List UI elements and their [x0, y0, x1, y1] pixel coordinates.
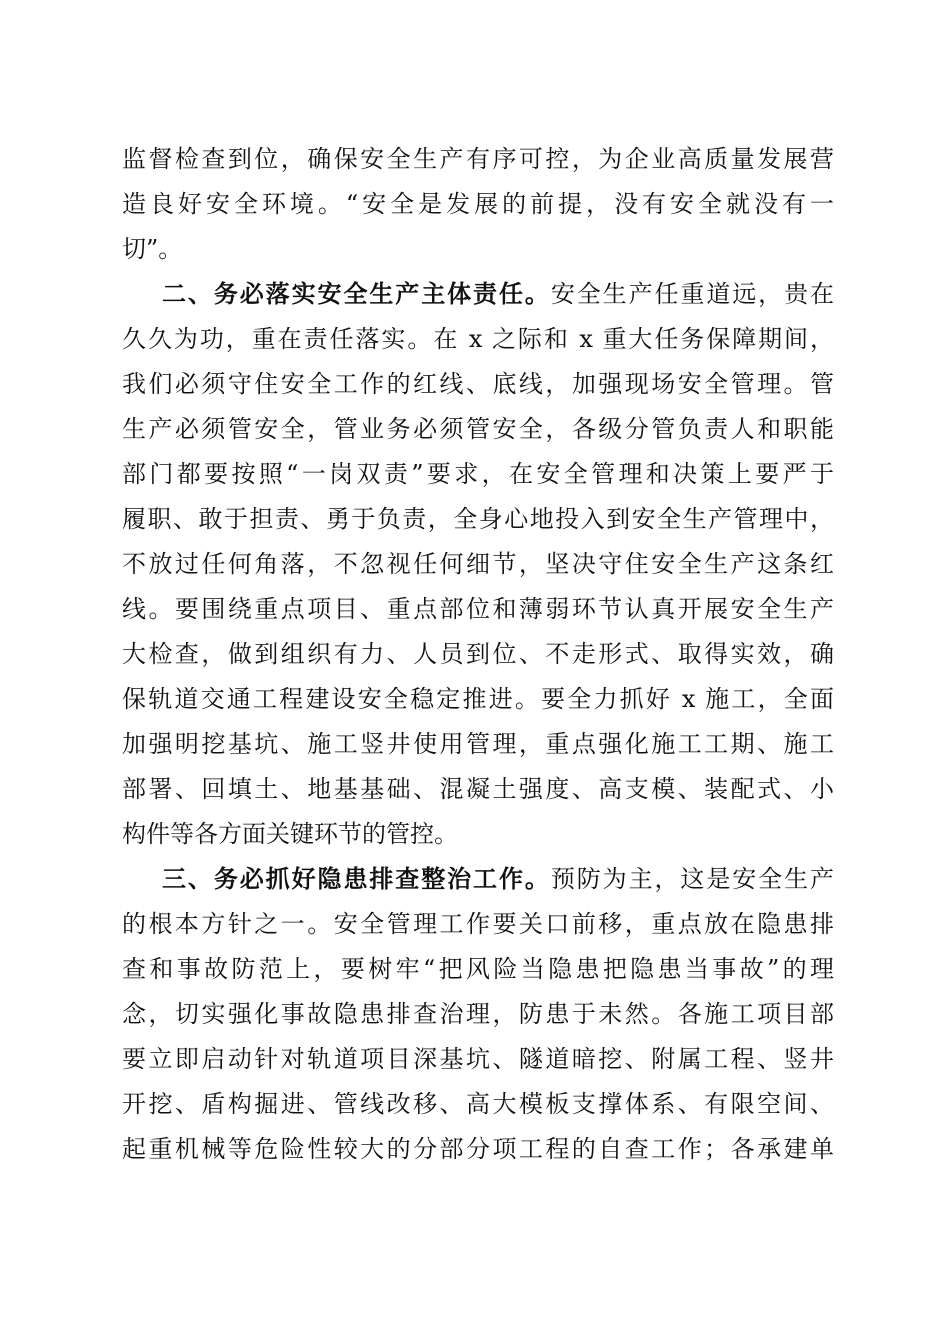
paragraph-3-line: 开挖、盾构掘进、管线改移、高大模板支撑体系、有限空间、 [122, 1090, 834, 1118]
paragraph-1-line: 监督检查到位，确保安全生产有序可控，为企业高质量发展营 [122, 145, 834, 173]
paragraph-3-line: 念，切实强化事故隐患排查治理，防患于未然。各施工项目部 [122, 1000, 834, 1028]
paragraph-3-first-line [122, 857, 834, 902]
paragraph-2-line: 我们必须守住安全工作的红线、底线，加强现场安全管理。管 [122, 370, 834, 398]
paragraph-2-line: 部署、回填土、地基基础、混凝土强度、高支模、装配式、小 [122, 775, 834, 803]
paragraph-1-line: 切”。 [122, 235, 183, 263]
section-heading-3: 三、务必抓好隐患排查整治工作。 [162, 865, 551, 893]
paragraph-3-line: 起重机械等危险性较大的分部分项工程的自查工作；各承建单 [122, 1135, 834, 1163]
paragraph-2-line: 构件等各方面关键环节的管控。 [122, 820, 458, 848]
paragraph-2-line: 部门都要按照“一岗双责”要求，在安全管理和决策上要严于 [122, 460, 834, 488]
paragraph-2-line: 加强明挖基坑、施工竖井使用管理，重点强化施工工期、施工 [122, 730, 834, 758]
paragraph-1-line: 造良好安全环境。“安全是发展的前提，没有安全就没有一 [122, 190, 834, 218]
paragraph-3-line: 要立即启动针对轨道项目深基坑、隧道暗挖、附属工程、竖井 [122, 1045, 834, 1073]
paragraph-2-text: 安全生产任重道远，贵在 [550, 280, 834, 308]
paragraph-3 [122, 857, 834, 1172]
paragraph-2-line: 久久为功，重在责任落实。在 x 之际和 x 重大任务保障期间， [122, 325, 834, 353]
paragraph-2-first-line [122, 272, 834, 317]
section-heading-2: 二、务必落实安全生产主体责任。 [162, 280, 551, 308]
paragraph-2-line: 保轨道交通工程建设安全稳定推进。要全力抓好 x 施工，全面 [122, 685, 834, 713]
paragraph-3-line: 的根本方针之一。安全管理工作要关口前移，重点放在隐患排 [122, 910, 834, 938]
paragraph-2-line: 不放过任何角落，不忽视任何细节，坚决守住安全生产这条红 [122, 550, 834, 578]
paragraph-3-text: 预防为主，这是安全生产 [550, 865, 834, 893]
paragraph-2 [122, 272, 834, 857]
paragraph-2-line: 履职、敢于担责、勇于负责，全身心地投入到安全生产管理中， [122, 505, 834, 533]
paragraph-2-line: 大检查，做到组织有力、人员到位、不走形式、取得实效，确 [122, 640, 834, 668]
paragraph-3-line: 查和事故防范上，要树牢“把风险当隐患把隐患当事故”的理 [122, 955, 834, 983]
paragraph-1 [122, 137, 834, 272]
paragraph-2-line: 生产必须管安全，管业务必须管安全，各级分管负责人和职能 [122, 415, 834, 443]
paragraph-2-line: 线。要围绕重点项目、重点部位和薄弱环节认真开展安全生产 [122, 595, 834, 623]
